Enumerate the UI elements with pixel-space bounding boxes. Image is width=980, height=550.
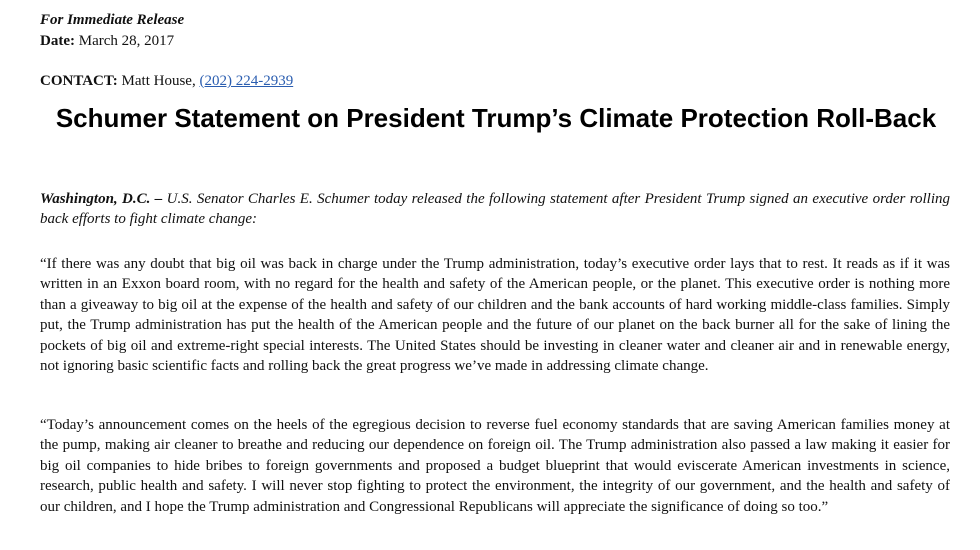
contact-name: Matt House, (121, 73, 196, 89)
release-label: For Immediate Release (40, 12, 185, 28)
date-label: Date: (40, 33, 75, 49)
quote-paragraph-2: “Today’s announcement comes on the heels of the egregious decision to reverse fuel economy standards that are saving American families money at the pump, making air cleaner to breathe and reducing our dependence on foreign oil. The Trump administration also passed a law making it easier for big oil companies to hide bribes to foreign governments and proposed a budget blueprint that would eviscerate American investments in science, research, public health and safety. I will never stop fighting to protect the environment, the integrity of our government, and the health and safety of our children, and I hope the Trump administration and Congressional Republicans will appreciate the significance of doing so too.” (40, 417, 950, 515)
contact-label: CONTACT: (40, 73, 118, 89)
contact-phone-link[interactable]: (202) 224-2939 (199, 73, 294, 89)
dateline-place: Washington, D.C. – (40, 191, 163, 207)
intro-paragraph (40, 189, 950, 230)
quote-paragraph-1: “If there was any doubt that big oil was back in charge under the Trump administration, today’s executive order lays that to rest. It reads as if it was written in an Exxon board room, with no regard for the health and safety of the American people, or the planet. This executive order is nothing more than a giveaway to big oil at the expense of the health and safety of our children and the bank accounts of hard working middle-class families. Simply put, the Trump administration has put the health of the American people and the future of our planet on the back burner all for the sake of lining the pockets of big oil and extreme-right special interests. The United States should be investing in cleaner water and cleaner air and in renewable energy, not ignoring basic scientific facts and rolling back the great progress we’ve made in addressing climate change. (40, 256, 950, 375)
release-date (40, 31, 174, 51)
intro-text: U.S. Senator Charles E. Schumer today released the following statement after President Trump signed an executive order rolling back efforts to fight climate change: (40, 191, 951, 228)
date-value: March 28, 2017 (78, 33, 175, 49)
press-release-document (40, 0, 952, 550)
contact-line (40, 71, 293, 91)
headline: Schumer Statement on President Trump’s Climate Protection Roll-Back (55, 103, 937, 133)
